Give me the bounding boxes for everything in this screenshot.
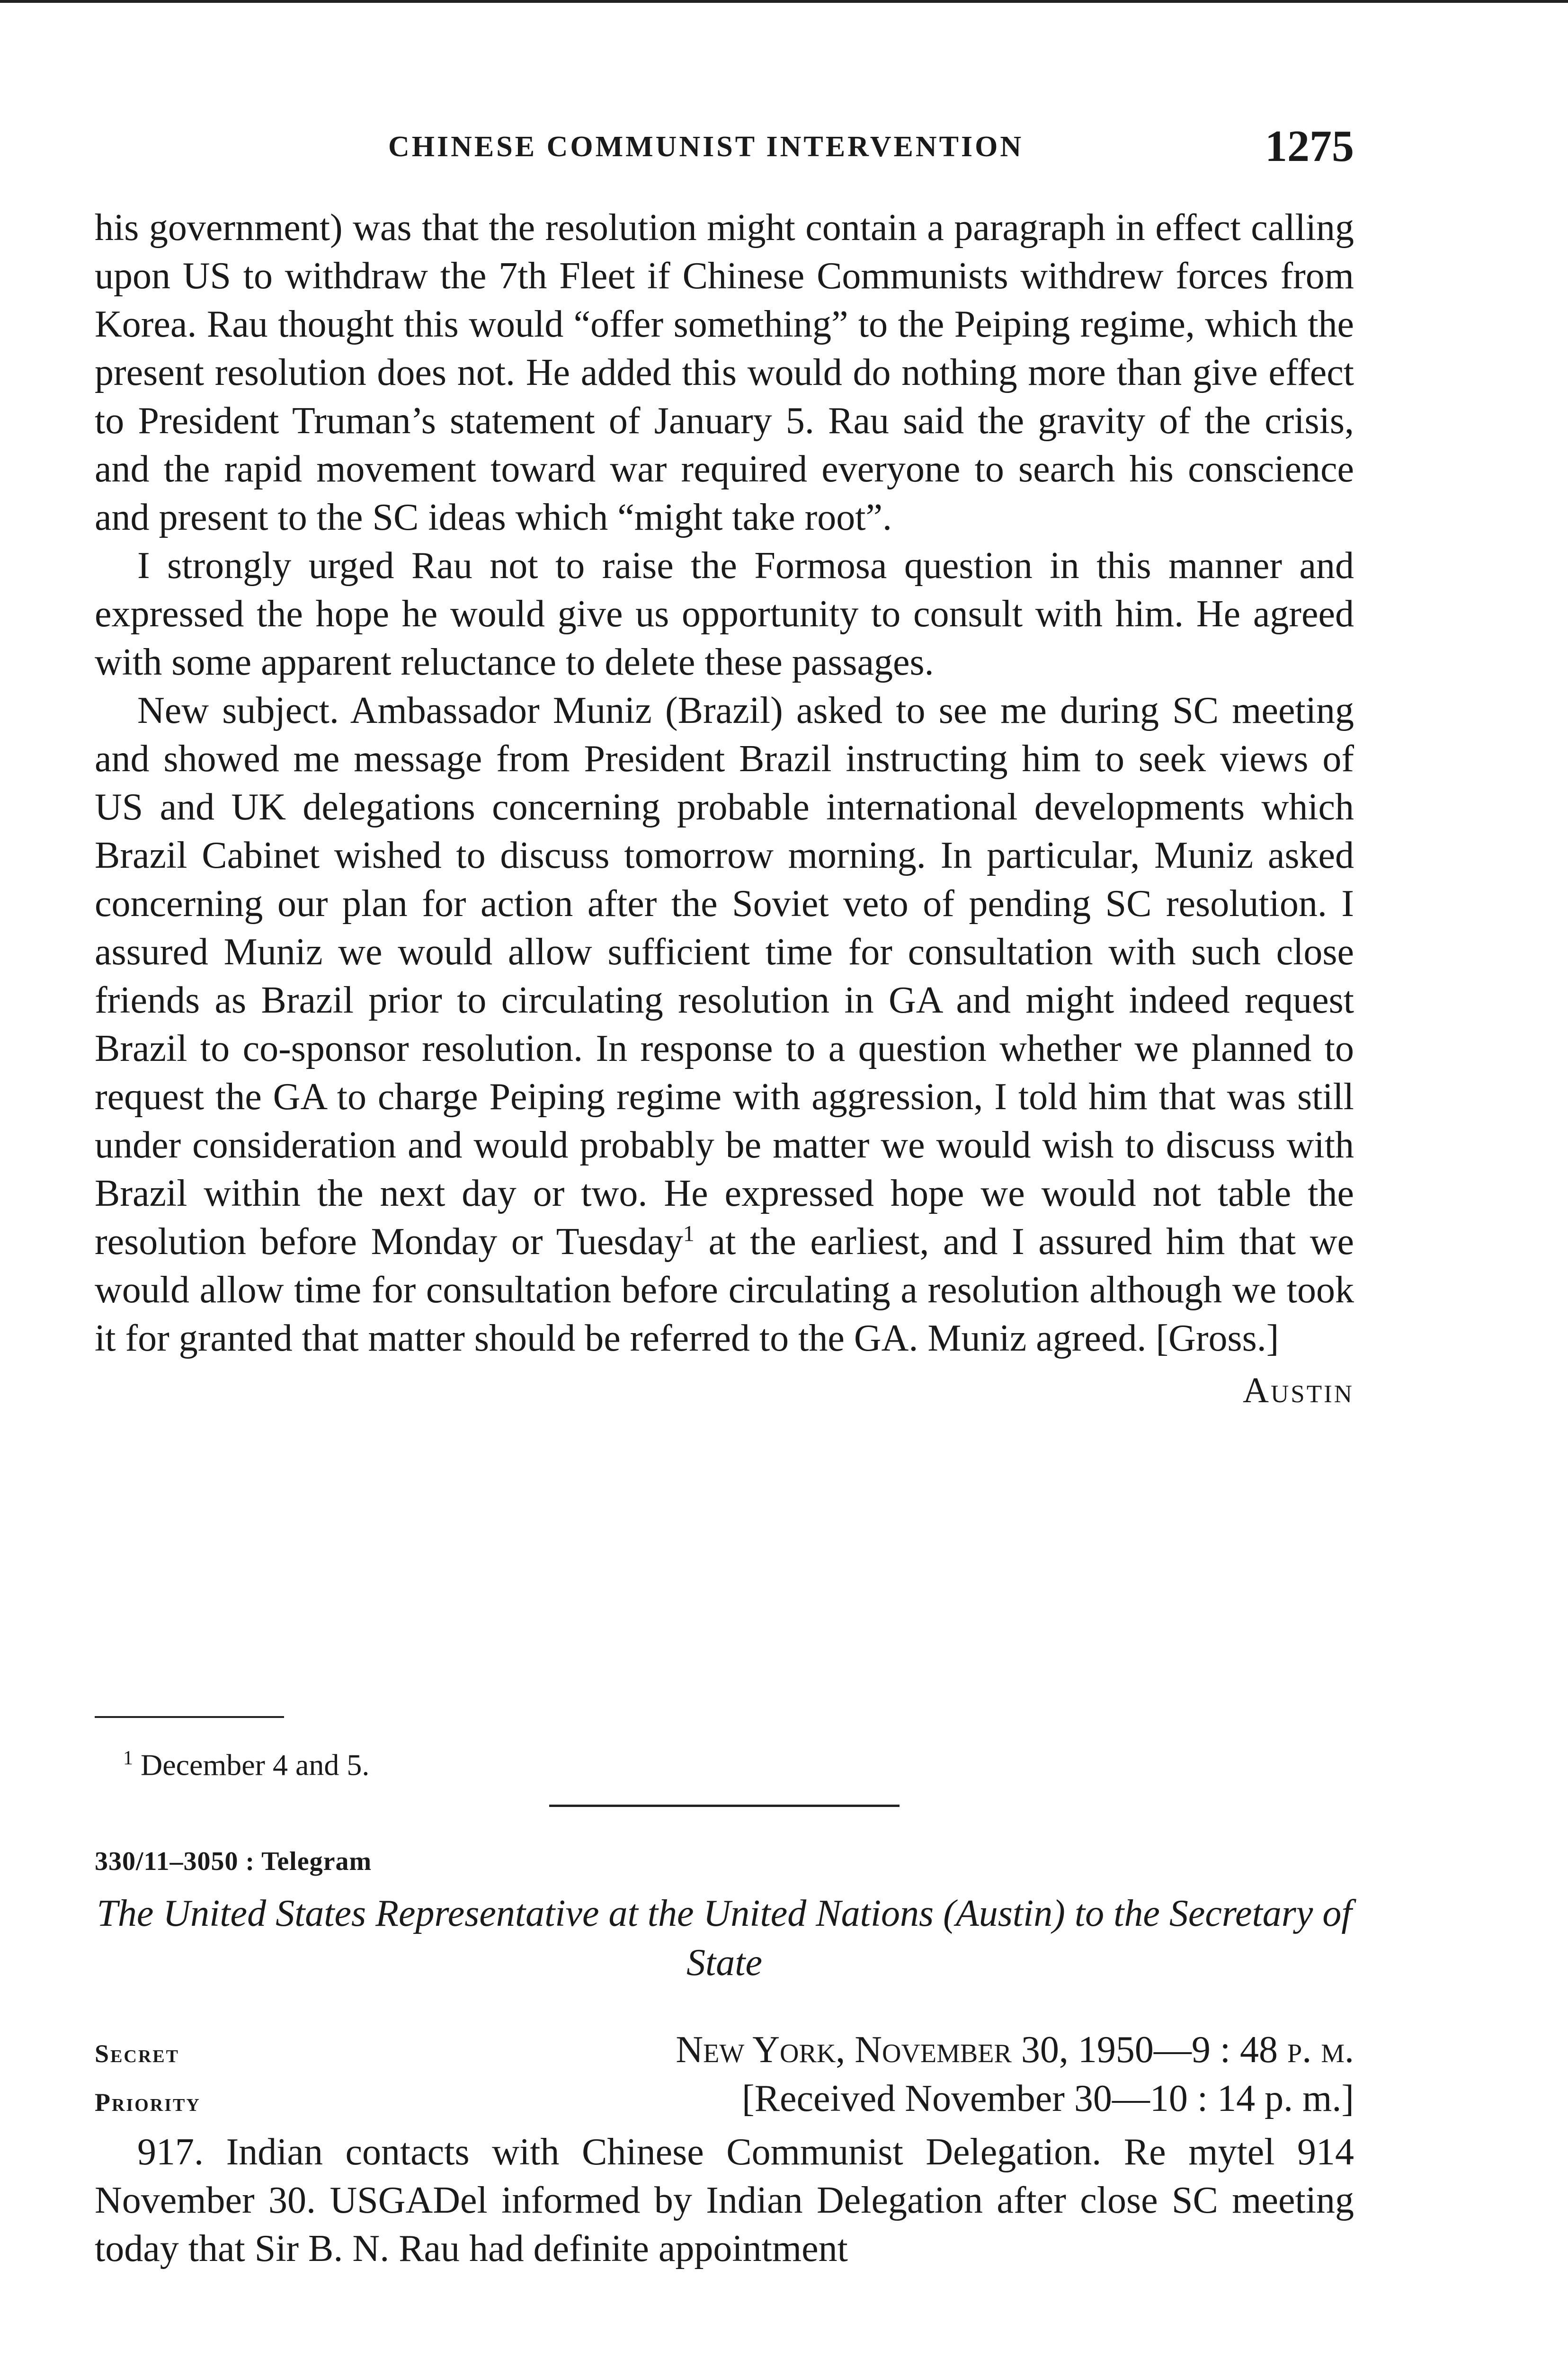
paragraph-3 [95, 686, 1354, 1362]
dateline-row [95, 2029, 1354, 2076]
paragraph-1: his government) was that the resolution might contain a paragraph in effect calling upon US to withdraw the 7th Fleet if Chinese Communists withdrew forces from Korea. Rau thought this would “offer something” to the Peiping regime, which the present resolution does not. He added this would do nothing more than give effect to President Truman’s statement of January 5. Rau said the gravity of the crisis, and the rapid movement toward war required everyone to search his conscience and present to the SC ideas which “might take root”. [95, 207, 1354, 538]
signature: Austin [1243, 1370, 1354, 1410]
running-head [95, 121, 1354, 178]
footnote-reference: 1 [683, 1221, 695, 1246]
section-separator [549, 1805, 900, 1807]
document-title: The United States Representative at the United Nations (Austin) to the Secretary of State [97, 1893, 1352, 1984]
dateline: New York, November 30, 1950—9 : 48 p. m. [676, 2029, 1354, 2071]
received-line: [Received November 30—10 : 14 p. m.] [741, 2078, 1354, 2119]
footnote-rule [95, 1716, 284, 1718]
classification-label: Secret [95, 2039, 179, 2068]
body-text [95, 204, 1354, 1415]
footnote-text: December 4 and 5. [133, 1748, 370, 1782]
paragraph-2: I strongly urged Rau not to raise the Formosa question in this manner and expressed the hope he would give us opportunity to consult with him. He agreed with some apparent reluctance to delete these passages. [95, 545, 1354, 683]
file-reference: 330/11–3050 : Telegram [95, 1847, 372, 1876]
priority-label: Priority [95, 2088, 201, 2117]
paragraph-3-text-a: New subject. Ambassador Muniz (Brazil) asked to see me during SC meeting and showed me message from President Brazil instructing him to seek views of US and UK delegations concerning probable international developments which Brazil Cabinet wished to discuss tomorrow morning. In particular, Muniz asked concerning our plan for action after the Soviet veto of pending SC resolution. I assured Muniz we would allow sufficient time for consultation with such close friends as Brazil prior to circulating resolution in GA and might indeed request Brazil to co-sponsor resolution. In response to a question whether we planned to request the GA to charge Peiping regime with aggression, I told him that was still under consideration and would probably be matter we would wish to discuss with Brazil within the next day or two. He expressed hope we would not table the resolution before Monday or Tuesday [95, 690, 1354, 1263]
telegram-text [95, 2128, 1354, 2273]
paragraph-3-text-b: at the earliest, and I assured him that we would allow time for consultation before circulating a resolution although we took it for granted that matter should be referred to the GA. Muniz agreed. [Gross.] [95, 1221, 1354, 1359]
footnote [123, 1747, 369, 1782]
telegram-paragraph: 917. Indian contacts with Chinese Communist Delegation. Re mytel 914 November 30. USGADel informed by Indian Delegation after close SC meeting today that Sir B. N. Rau had definite appointment [95, 2131, 1354, 2269]
top-edge-rule [0, 0, 1568, 3]
footnote-marker: 1 [123, 1747, 133, 1769]
running-title: CHINESE COMMUNIST INTERVENTION [388, 131, 1024, 163]
received-row [95, 2077, 1354, 2125]
page-number: 1275 [1265, 122, 1354, 171]
